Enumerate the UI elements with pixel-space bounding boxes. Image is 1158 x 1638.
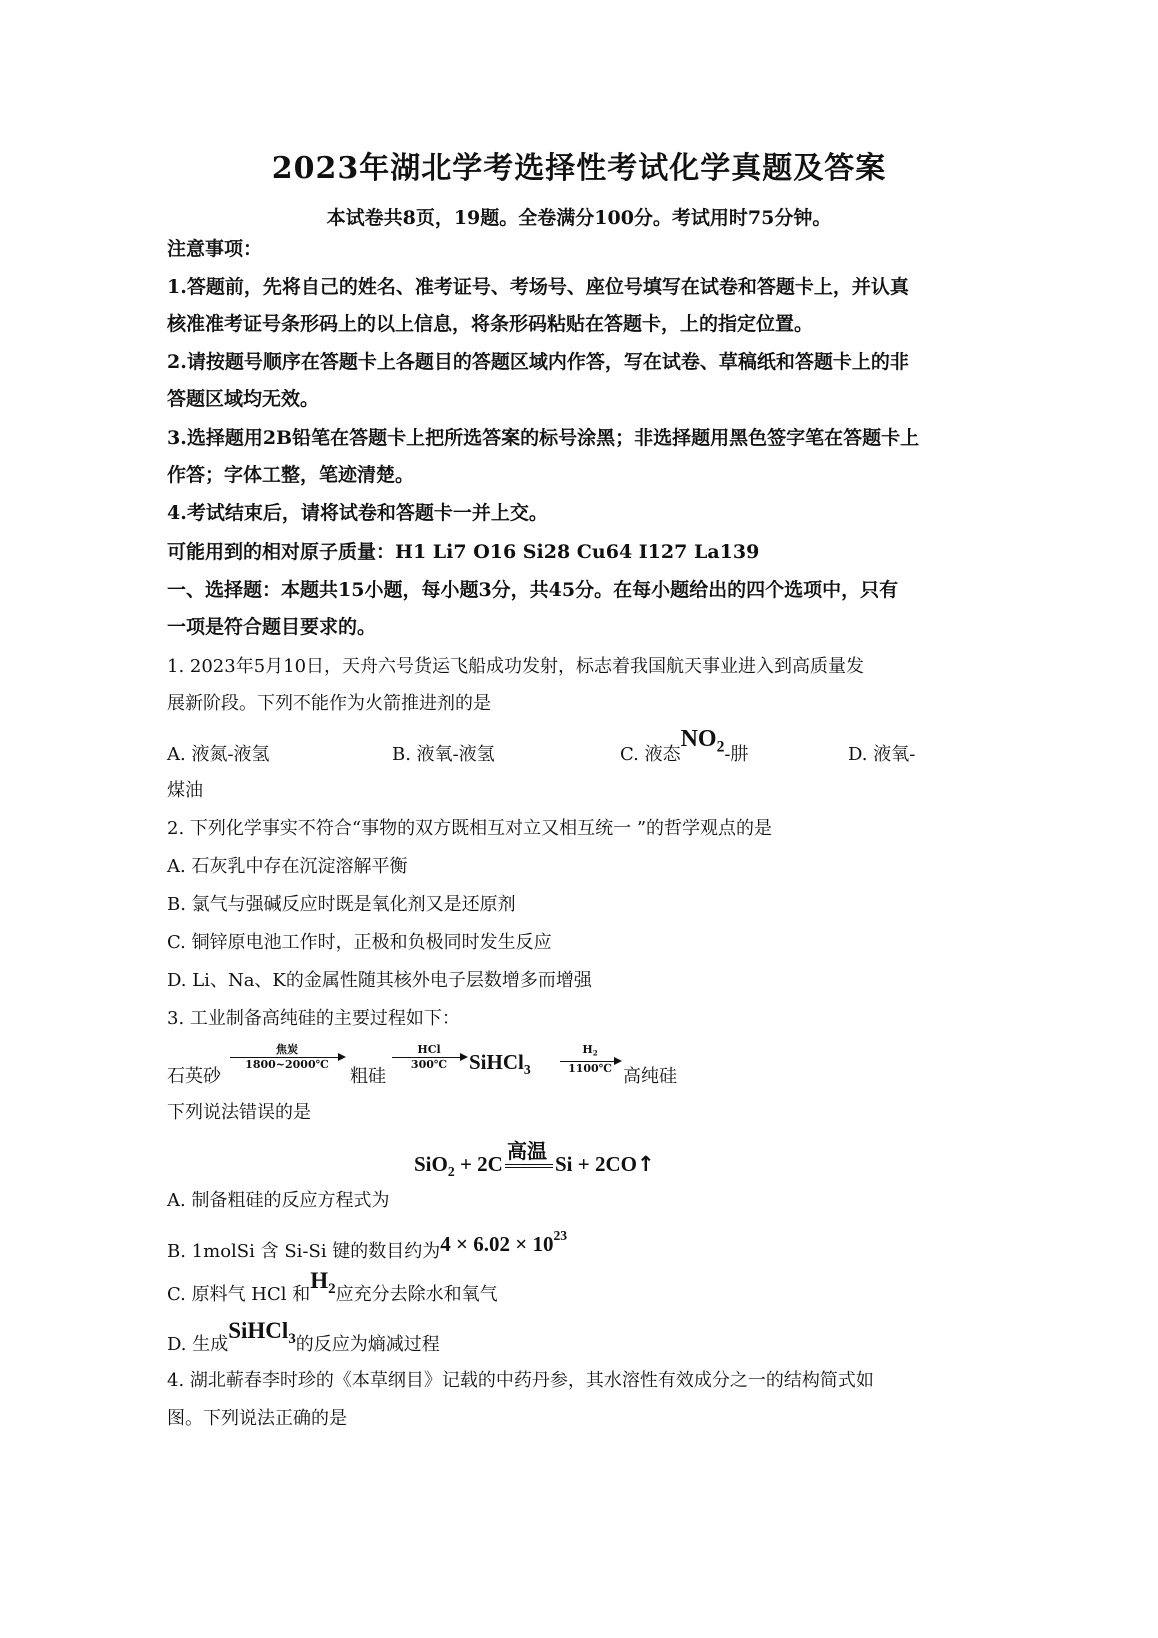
flow-arrow-3 bbox=[560, 1044, 620, 1075]
q1-option-d: D. 液氧- bbox=[848, 744, 916, 765]
q1-option-d-cont: 煤油 bbox=[167, 780, 203, 801]
notice-heading: 注意事项： bbox=[167, 238, 263, 260]
sihcl3-formula-sub: 3 bbox=[288, 1331, 296, 1348]
avogadro-formula-sup: 23 bbox=[553, 1228, 568, 1243]
sihcl3-formula-text: SiHCl bbox=[228, 1318, 289, 1343]
no2-formula-text: NO bbox=[680, 726, 717, 752]
equation-left-a: SiO bbox=[414, 1152, 448, 1176]
q2-option-a: A. 石灰乳中存在沉淀溶解平衡 bbox=[167, 856, 408, 877]
page-title: 2023年湖北学考选择性考试化学真题及答案 bbox=[271, 151, 887, 186]
avogadro-formula bbox=[440, 1228, 568, 1256]
question-1-stem: 1. 2023年5月10日，天舟六号货运飞船成功发射，标志着我国航天事业进入到高质量发 bbox=[167, 656, 865, 677]
notice-item-2-cont: 答题区域均无效。 bbox=[167, 388, 320, 410]
question-4-stem: 4. 湖北蕲春李时珍的《本草纲目》记载的中药丹参，其水溶性有效成分之一的结构简式如 bbox=[167, 1370, 874, 1391]
q3-option-c-suffix: 应充分去除水和氧气 bbox=[335, 1284, 498, 1305]
q2-option-b: B. 氯气与强碱反应时既是氧化剂又是还原剂 bbox=[167, 894, 516, 915]
notice-item-4: 4.考试结束后，请将试卷和答题卡一并上交。 bbox=[167, 502, 548, 524]
flow-arrow-3-top-wrap bbox=[560, 1044, 620, 1060]
equation-left-a-sub: 2 bbox=[447, 1163, 455, 1179]
q3-option-b-prefix: B. 1molSi 含 Si-Si 键的数目约为 bbox=[167, 1240, 441, 1262]
notice-item-3: 3.选择题用2B铅笔在答题卡上把所选答案的标号涂黑；非选择题用黑色签字笔在答题卡上 bbox=[167, 427, 920, 449]
flow-mid-2 bbox=[469, 1050, 531, 1078]
section-heading: 一、选择题：本题共15小题，每小题3分，共45分。在每小题给出的四个选项中，只有 bbox=[167, 579, 899, 601]
arrow-2-line bbox=[392, 1057, 466, 1058]
question-1-stem-cont: 展新阶段。下列不能作为火箭推进剂的是 bbox=[167, 693, 491, 714]
flow-arrow-3-bottom: 1100℃ bbox=[568, 1061, 612, 1075]
q3-option-d bbox=[167, 1318, 440, 1360]
q2-option-d: D. Li、Na、K的金属性随其核外电子层数增多而增强 bbox=[167, 970, 592, 991]
flow-arrow-1-bottom: 1800~2000℃ bbox=[245, 1058, 329, 1071]
q3-option-d-prefix: D. 生成 bbox=[167, 1334, 229, 1355]
notice-item-2: 2.请按题号顺序在答题卡上各题目的答题区域内作答，写在试卷、草稿纸和答题卡上的非 bbox=[167, 351, 909, 373]
flow-arrow-2-bottom: 300℃ bbox=[410, 1058, 448, 1071]
equation-equals-line bbox=[505, 1164, 553, 1168]
question-2-stem: 2. 下列化学事实不符合“事物的双方既相互对立又相互统一 ”的哲学观点的是 bbox=[167, 818, 773, 839]
equation-left-b: + 2C bbox=[454, 1152, 503, 1176]
avogadro-formula-text: 4 × 6.02 × 10 bbox=[440, 1231, 554, 1256]
notice-item-1: 1.答题前，先将自己的姓名、准考证号、考场号、座位号填写在试卷和答题卡上，并认真 bbox=[167, 276, 909, 298]
flow-end: 高纯硅 bbox=[623, 1066, 677, 1087]
flow-arrow-3-top: H bbox=[582, 1043, 593, 1056]
sihcl3-formula bbox=[228, 1318, 296, 1348]
flow-mid-2-text: SiHCl bbox=[469, 1050, 524, 1074]
q3-option-c-prefix: C. 原料气 HCl 和 bbox=[167, 1284, 311, 1305]
question-4-stem-cont: 图。下列说法正确的是 bbox=[167, 1408, 347, 1429]
question-3-question: 下列说法错误的是 bbox=[167, 1102, 311, 1123]
q1-option-c-suffix: -肼 bbox=[724, 744, 749, 765]
h2-formula-text: H bbox=[310, 1268, 329, 1293]
flow-arrow-3-top-sub: 2 bbox=[592, 1048, 598, 1058]
atomic-masses: 可能用到的相对原子质量：H1 Li7 O16 Si28 Cu64 I127 La139 bbox=[167, 541, 760, 563]
equation-right bbox=[555, 1152, 655, 1177]
gas-arrow-icon: ↑ bbox=[636, 1152, 655, 1176]
q3-option-a: A. 制备粗硅的反应方程式为 bbox=[167, 1190, 390, 1211]
flow-mid-1: 粗硅 bbox=[350, 1066, 386, 1087]
flow-arrow-2 bbox=[392, 1044, 466, 1071]
q3-option-b bbox=[167, 1228, 568, 1263]
q3-option-c bbox=[167, 1268, 498, 1310]
flow-arrow-2-top: HCl bbox=[417, 1043, 441, 1056]
q2-option-c: C. 铜锌原电池工作时，正极和负极同时发生反应 bbox=[167, 932, 552, 953]
q3-option-d-suffix: 的反应为熵减过程 bbox=[295, 1334, 440, 1355]
equation-condition: 高温 bbox=[507, 1141, 547, 1163]
arrow-3-line bbox=[560, 1061, 620, 1062]
h2-formula bbox=[310, 1268, 336, 1298]
h2-formula-sub: 2 bbox=[328, 1281, 336, 1298]
question-3-stem: 3. 工业制备高纯硅的主要过程如下： bbox=[167, 1008, 460, 1029]
q1-option-c-prefix: C. 液态 bbox=[620, 744, 681, 765]
equation-right-text: Si + 2CO bbox=[555, 1152, 637, 1176]
q1-option-c bbox=[620, 726, 749, 770]
section-heading-cont: 一项是符合题目要求的。 bbox=[167, 616, 377, 638]
q1-option-b: B. 液氧-液氢 bbox=[392, 744, 495, 765]
flow-start: 石英砂 bbox=[167, 1066, 221, 1087]
equation-left bbox=[414, 1152, 503, 1180]
notice-item-3-cont: 作答；字体工整，笔迹清楚。 bbox=[167, 464, 415, 486]
flow-mid-2-sub: 3 bbox=[523, 1061, 531, 1077]
no2-formula-sub: 2 bbox=[716, 738, 725, 756]
exam-subtitle: 本试卷共8页，19题。全卷满分100分。考试用时75分钟。 bbox=[326, 207, 832, 229]
flow-arrow-1 bbox=[230, 1044, 344, 1071]
q1-option-a: A. 液氮-液氢 bbox=[167, 744, 270, 765]
notice-item-1-cont: 核准准考证号条形码上的以上信息，将条形码粘贴在答题卡，上的指定位置。 bbox=[167, 313, 814, 335]
arrow-1-line bbox=[230, 1057, 344, 1058]
no2-formula bbox=[680, 726, 725, 756]
flow-arrow-1-top: 焦炭 bbox=[276, 1043, 298, 1056]
